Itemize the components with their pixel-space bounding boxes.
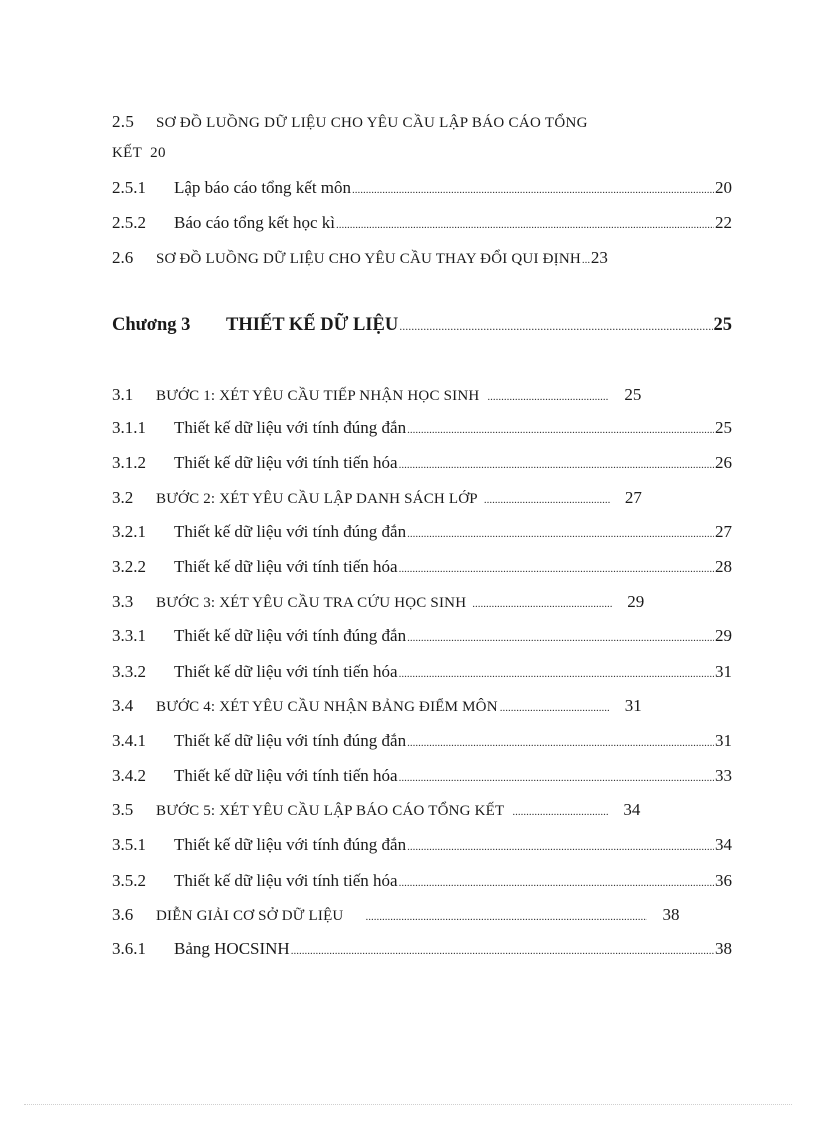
toc-entry-3-3[interactable] — [112, 592, 732, 614]
toc-entry-page: 20 — [150, 145, 166, 161]
toc-entry-3-6-1[interactable] — [112, 939, 732, 961]
toc-chapter-3[interactable] — [112, 315, 732, 336]
toc-entry-page: 31 — [715, 731, 732, 750]
toc-entry-number: 3.2.1 — [112, 522, 146, 541]
toc-entry-title: Báo cáo tổng kết học kì — [174, 213, 335, 232]
toc-entry-title: BƯỚC 1: XÉT YÊU CẦU TIẾP NHẬN HỌC SINH — [156, 388, 480, 404]
toc-dot-leader — [365, 907, 647, 927]
toc-entry-3-2-1[interactable] — [112, 522, 732, 544]
toc-entry-title: Lập báo cáo tổng kết môn — [174, 178, 352, 197]
toc-chapter-title: THIẾT KẾ DỮ LIỆU — [226, 315, 399, 335]
toc-entry-page: 34 — [623, 800, 641, 819]
toc-entry-number: 3.1 — [112, 385, 134, 404]
toc-entry-page: 25 — [624, 385, 642, 404]
toc-entry-3-6[interactable] — [112, 905, 732, 927]
toc-entry-page: 28 — [715, 557, 732, 576]
toc-entry-page: 27 — [715, 522, 732, 541]
toc-dot-leader — [352, 180, 714, 200]
toc-entry-3-4-2[interactable] — [112, 766, 732, 788]
toc-entry-page: 34 — [715, 835, 732, 854]
toc-entry-title-continued: KẾT — [112, 145, 143, 161]
toc-entry-3-1-1[interactable] — [112, 418, 732, 440]
toc-dot-leader — [472, 594, 612, 614]
toc-entry-page: 25 — [713, 315, 732, 335]
toc-entry-page: 31 — [715, 662, 732, 681]
toc-entry-page: 26 — [715, 453, 732, 472]
toc-dot-leader — [399, 664, 714, 684]
toc-entry-title: Thiết kế dữ liệu với tính đúng đắn — [174, 418, 407, 437]
toc-entry-2-5-line1 — [112, 107, 732, 138]
toc-dot-leader — [484, 490, 610, 510]
toc-entry-page: 33 — [715, 766, 732, 785]
toc-entry-number: 3.4 — [112, 696, 134, 715]
toc-entry-3-4[interactable] — [112, 696, 732, 718]
toc-entry-number: 3.4.1 — [112, 731, 146, 750]
toc-entry-2-6[interactable] — [112, 248, 732, 270]
toc-entry-title: BƯỚC 4: XÉT YÊU CẦU NHẬN BẢNG ĐIỂM MÔN — [156, 699, 498, 715]
toc-entry-number: 3.4.2 — [112, 766, 146, 785]
toc-entry-number: 2.5.1 — [112, 178, 146, 197]
toc-dot-leader — [399, 559, 714, 579]
toc-entry-number: 3.3.2 — [112, 662, 146, 681]
toc-dot-leader — [291, 941, 714, 961]
toc-dot-leader — [407, 420, 714, 440]
toc-entry-page: 29 — [715, 626, 732, 645]
toc-dot-leader — [399, 455, 714, 475]
toc-entry-2-5-1[interactable] — [112, 178, 732, 200]
toc-entry-number: 3.2 — [112, 488, 134, 507]
toc-entry-title: BƯỚC 2: XÉT YÊU CẦU LẬP DANH SÁCH LỚP — [156, 491, 478, 507]
toc-entry-3-5-2[interactable] — [112, 871, 732, 893]
toc-dot-leader — [582, 250, 590, 270]
toc-entry-3-4-1[interactable] — [112, 731, 732, 753]
toc-entry-3-3-1[interactable] — [112, 626, 732, 648]
toc-dot-leader — [399, 768, 714, 788]
toc-entry-page: 29 — [627, 592, 645, 611]
toc-entry-3-3-2[interactable] — [112, 662, 732, 684]
toc-dot-leader — [500, 698, 610, 718]
toc-entry-number: 3.6 — [112, 905, 134, 924]
toc-entry-number: 3.5.1 — [112, 835, 146, 854]
toc-entry-3-2-2[interactable] — [112, 557, 732, 579]
toc-entry-number: 3.1.2 — [112, 453, 146, 472]
toc-entry-title: Thiết kế dữ liệu với tính tiến hóa — [174, 557, 398, 576]
toc-entry-number: 2.5.2 — [112, 213, 146, 232]
toc-entry-page: 20 — [715, 178, 732, 197]
toc-dot-leader — [399, 316, 712, 336]
toc-entry-title: Thiết kế dữ liệu với tính tiến hóa — [174, 453, 398, 472]
toc-entry-number: 3.5.2 — [112, 871, 146, 890]
toc-entry-title: BƯỚC 3: XÉT YÊU CẦU TRA CỨU HỌC SINH — [156, 595, 467, 611]
toc-entry-page: 23 — [590, 248, 608, 267]
toc-entry-page: 38 — [662, 905, 680, 924]
toc-entry-number: 3.1.1 — [112, 418, 146, 437]
toc-entry-number: 3.2.2 — [112, 557, 146, 576]
toc-entry-number: 3.3 — [112, 592, 134, 611]
toc-entry-title: DIỄN GIẢI CƠ SỞ DỮ LIỆU — [156, 908, 344, 924]
toc-entry-3-5-1[interactable] — [112, 835, 732, 857]
toc-entry-title: SƠ ĐỒ LUỒNG DỮ LIỆU CHO YÊU CẦU THAY ĐỔI QUI ĐỊNH — [156, 251, 581, 267]
toc-entry-3-1-2[interactable] — [112, 453, 732, 475]
page-bottom-divider — [24, 1104, 792, 1105]
toc-entry-number: 3.3.1 — [112, 626, 146, 645]
toc-entry-title: Thiết kế dữ liệu với tính tiến hóa — [174, 766, 398, 785]
toc-entry-title: Thiết kế dữ liệu với tính tiến hóa — [174, 662, 398, 681]
toc-entry-title: Thiết kế dữ liệu với tính tiến hóa — [174, 871, 398, 890]
toc-entry-page: 36 — [715, 871, 732, 890]
toc-dot-leader — [487, 387, 609, 407]
toc-entry-title: Bảng HOCSINH — [174, 939, 290, 958]
toc-entry-2-5-2[interactable] — [112, 213, 732, 235]
toc-entry-page: 22 — [715, 213, 732, 232]
toc-dot-leader — [407, 524, 714, 544]
toc-dot-leader — [399, 873, 714, 893]
toc-entry-title: Thiết kế dữ liệu với tính đúng đắn — [174, 731, 407, 750]
toc-dot-leader — [336, 215, 714, 235]
toc-entry-page: 31 — [624, 696, 642, 715]
toc-entry-page: 38 — [715, 939, 732, 958]
toc-entry-title: Thiết kế dữ liệu với tính đúng đắn — [174, 522, 407, 541]
toc-entry-title: Thiết kế dữ liệu với tính đúng đắn — [174, 626, 407, 645]
toc-entry-number: 3.5 — [112, 800, 134, 819]
toc-entry-2-5[interactable] — [112, 107, 732, 168]
toc-entry-title: SƠ ĐỒ LUỒNG DỮ LIỆU CHO YÊU CẦU LẬP BÁO CÁO TỔNG — [156, 115, 588, 131]
toc-dot-leader — [407, 733, 714, 753]
toc-chapter-number: Chương 3 — [112, 315, 191, 335]
toc-dot-leader — [512, 802, 608, 822]
toc-entry-title: Thiết kế dữ liệu với tính đúng đắn — [174, 835, 407, 854]
toc-entry-number: 2.5 — [112, 112, 135, 131]
toc-entry-3-5[interactable] — [112, 800, 732, 822]
toc-dot-leader — [407, 837, 714, 857]
toc-dot-leader — [407, 628, 714, 648]
toc-entry-title: BƯỚC 5: XÉT YÊU CẦU LẬP BÁO CÁO TỔNG KẾT — [156, 803, 505, 819]
toc-entry-3-2[interactable] — [112, 488, 732, 510]
toc-entry-3-1[interactable] — [112, 385, 732, 407]
toc-entry-number: 2.6 — [112, 248, 134, 267]
toc-entry-page: 27 — [624, 488, 642, 507]
toc-entry-page: 25 — [715, 418, 732, 437]
toc-entry-number: 3.6.1 — [112, 939, 146, 958]
toc-entry-2-5-line2 — [112, 138, 732, 168]
